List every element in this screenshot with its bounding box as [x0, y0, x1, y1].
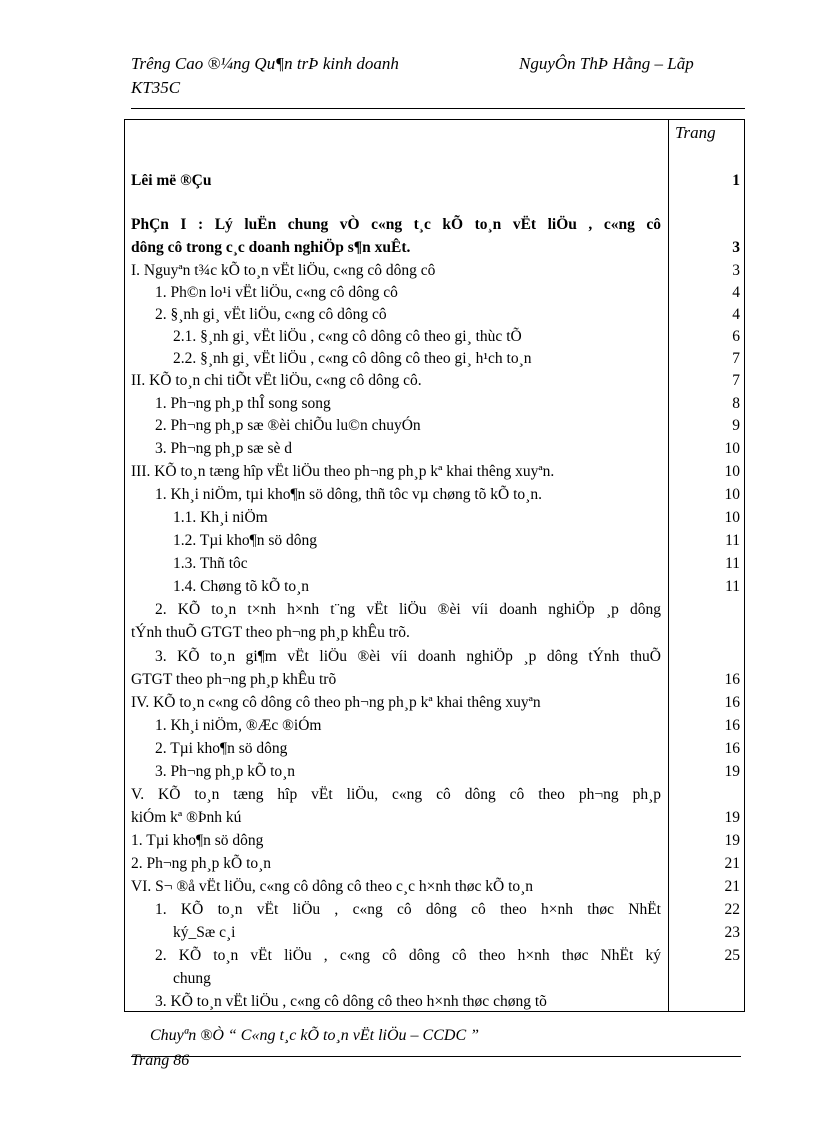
toc-entry-page: 4 [732, 306, 740, 323]
toc-entry-text: 2. KÕ to¸n vËt liÖu , c«ng cô dông cô theo h×nh thøc NhËt ký [155, 947, 661, 964]
header-author: NguyÔn ThÞ Hằng – Lãp [519, 54, 694, 73]
toc-entry-page: 6 [732, 328, 740, 345]
toc-entry-text: 2. Tµi kho¶n sö dông [155, 740, 288, 757]
toc-entry-page: 16 [724, 717, 740, 734]
toc-entry-page: 9 [732, 417, 740, 434]
toc-entry-text: 2. §¸nh gi¸ vËt liÖu, c«ng cô dông cô [155, 306, 387, 323]
footer-page-number: Trang 86 [131, 1052, 190, 1069]
toc-entry-text: II. KÕ to¸n chi tiÕt vËt liÖu, c«ng cô dông cô. [131, 372, 422, 389]
toc-entry-page: 22 [724, 901, 740, 918]
toc-entry-text: 1.1. Kh¸i niÖm [173, 509, 268, 526]
toc-entry-page: 16 [724, 671, 740, 688]
header-school: Trêng Cao ®¼ng Qu¶n trÞ kinh doanh [131, 54, 399, 73]
toc-entry-text: VI. S¬ ®å vËt liÖu, c«ng cô dông cô theo c¸c h×nh thøc kÕ to¸n [131, 878, 534, 895]
toc-entry-text: Lêi më ®Çu [131, 172, 212, 189]
page-column-label: Trang [675, 123, 716, 142]
toc-entry-page: 19 [724, 763, 740, 780]
toc-entry-page: 4 [732, 284, 740, 301]
toc-entry-page: 1 [732, 172, 740, 189]
toc-entry-page: 19 [724, 832, 740, 849]
toc-entry-page: 7 [732, 350, 740, 367]
toc-entry-text: 1. Ph©n lo¹i vËt liÖu, c«ng cô dông cô [155, 284, 398, 301]
toc-entry-text: V. KÕ to¸n tæng hîp vËt liÖu, c«ng cô dông cô theo ph¬ng ph¸p [131, 786, 661, 803]
toc-entry-page: 16 [724, 694, 740, 711]
toc-entry-page: 10 [724, 440, 740, 457]
toc-entry-text: PhÇn I : Lý luËn chung vÒ c«ng t¸c kÕ to¸n vËt liÖu , c«ng cô [131, 216, 661, 233]
toc-entry-text: 3. Ph¬ng ph¸p kÕ to¸n [155, 763, 296, 780]
table-of-contents [124, 119, 745, 1012]
toc-entry-text: 1. Kh¸i niÖm, tµi kho¶n sö dông, thñ tôc vµ chøng tõ kÕ to¸n. [155, 486, 542, 503]
toc-entry-page: 11 [725, 532, 740, 549]
header-rule [131, 108, 745, 109]
toc-entry-text: 1.4. Chøng tõ kÕ to¸n [173, 578, 310, 595]
toc-entry-text: dông cô trong c¸c doanh nghiÖp s¶n xuÊt. [131, 239, 411, 256]
toc-entry-text: ký_Sæ c¸i [173, 924, 236, 941]
toc-entry-text: chung [173, 970, 211, 987]
toc-entry-page: 21 [724, 855, 740, 872]
toc-entry-page: 3 [732, 262, 740, 279]
toc-entry-page: 21 [724, 878, 740, 895]
toc-entry-text: 2. Ph¬ng ph¸p kÕ to¸n [131, 855, 272, 872]
toc-entry-text: 2.2. §¸nh gi¸ vËt liÖu , c«ng cô dông cô theo gi¸ h¹ch to¸n [173, 350, 532, 367]
footer-rule [131, 1056, 741, 1057]
toc-entry-text: 1. Tµi kho¶n sö dông [131, 832, 264, 849]
toc-entry-page: 25 [724, 947, 740, 964]
toc-entry-text: 2. KÕ to¸n t×nh h×nh t¨ng vËt liÖu ®èi víi doanh nghiÖp ¸p dông [155, 601, 661, 618]
footer-topic: Chuyªn ®Ò “ C«ng t¸c kÕ to¸n vËt liÖu – CCDC ” [150, 1027, 480, 1044]
toc-entry-text: 3. KÕ to¸n vËt liÖu , c«ng cô dông cô theo h×nh thøc chøng tõ [155, 993, 547, 1010]
toc-entry-page: 10 [724, 463, 740, 480]
toc-entry-page: 7 [732, 372, 740, 389]
page-column-divider [668, 120, 669, 1011]
toc-entry-text: III. KÕ to¸n tæng hîp vËt liÖu theo ph¬ng ph¸p kª khai thêng xuyªn. [131, 463, 555, 480]
toc-entry-text: GTGT theo ph¬ng ph¸p khÊu trõ [131, 671, 337, 688]
toc-entry-text: 1. Kh¸i niÖm, ®Æc ®iÓm [155, 717, 322, 734]
toc-entry-text: 1.3. Thñ tôc [173, 555, 248, 572]
toc-entry-page: 19 [724, 809, 740, 826]
toc-entry-page: 11 [725, 578, 740, 595]
toc-entry-text: 3. Ph¬ng ph¸p sæ sè d [155, 440, 293, 457]
header-class: KT35C [131, 78, 181, 97]
toc-entry-text: 1.2. Tµi kho¶n sö dông [173, 532, 317, 549]
toc-entry-text: 1. KÕ to¸n vËt liÖu , c«ng cô dông cô theo h×nh thøc NhËt [155, 901, 661, 918]
toc-entry-page: 10 [724, 509, 740, 526]
toc-entry-text: I. Nguyªn t¾c kÕ to¸n vËt liÖu, c«ng cô dông cô [131, 262, 436, 279]
toc-entry-text: kiÓm kª ®Þnh kú [131, 809, 242, 826]
toc-entry-text: tÝnh thuÕ GTGT theo ph¬ng ph¸p khÊu trõ. [131, 624, 410, 641]
toc-entry-text: 1. Ph¬ng ph¸p thÎ song song [155, 395, 331, 412]
toc-entry-text: 2.1. §¸nh gi¸ vËt liÖu , c«ng cô dông cô theo gi¸ thùc tÕ [173, 328, 522, 345]
toc-entry-page: 3 [732, 239, 740, 256]
toc-entry-page: 11 [725, 555, 740, 572]
toc-entry-text: 3. KÕ to¸n gi¶m vËt liÖu ®èi víi doanh nghiÖp ¸p dông tÝnh thuÕ [155, 648, 661, 665]
toc-entry-page: 23 [724, 924, 740, 941]
toc-entry-page: 10 [724, 486, 740, 503]
toc-entry-text: 2. Ph¬ng ph¸p sæ ®èi chiÕu lu©n chuyÓn [155, 417, 421, 434]
toc-entry-page: 8 [732, 395, 740, 412]
toc-entry-text: IV. KÕ to¸n c«ng cô dông cô theo ph¬ng ph¸p kª khai thêng xuyªn [131, 694, 541, 711]
toc-entry-page: 16 [724, 740, 740, 757]
